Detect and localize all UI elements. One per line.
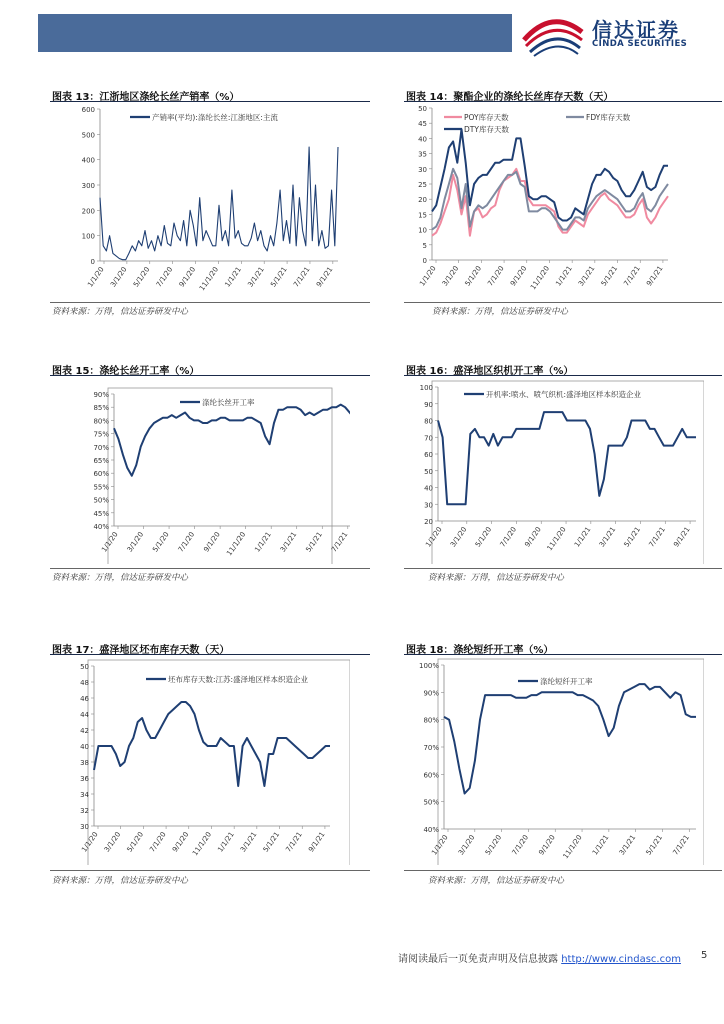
logo — [520, 10, 720, 58]
x-tick-label: 9/1/20 — [523, 525, 543, 549]
x-tick-label: 3/1/21 — [278, 530, 299, 554]
panel-title-14: 图表 14：聚酯企业的涤纶长丝库存天数（天） — [406, 92, 614, 103]
legend-label: 开机率:喷水、喷气织机:盛泽地区样本织造企业 — [486, 390, 642, 399]
footer-disclaimer — [398, 950, 681, 965]
x-tick-label: 7/1/21 — [622, 264, 642, 288]
source-13: 资料来源：万得，信达证券研发中心 — [52, 307, 189, 317]
y-tick-label: 100 — [419, 384, 433, 392]
y-tick-label: 44 — [80, 711, 89, 719]
page-number: 5 — [701, 950, 708, 961]
y-tick-label: 90% — [423, 689, 439, 698]
series-line — [438, 412, 696, 504]
x-tick-label: 1/1/20 — [86, 265, 106, 289]
y-tick-label: 48 — [80, 679, 89, 687]
y-tick-label: 10 — [418, 226, 427, 235]
y-tick-label: 600 — [81, 106, 95, 114]
source-16: 资料来源：万得，信达证券研发中心 — [428, 573, 565, 583]
y-tick-label: 60% — [423, 771, 439, 780]
series-line — [114, 405, 350, 476]
chart-18 — [404, 657, 704, 865]
title-rule — [404, 654, 722, 655]
legend-label: FDY库存天数 — [586, 113, 631, 122]
x-tick-label: 7/1/20 — [510, 833, 531, 857]
x-tick-label: 3/1/20 — [456, 833, 477, 857]
x-tick-label: 5/1/20 — [125, 830, 146, 854]
y-tick-label: 36 — [80, 775, 89, 783]
chart-frame — [88, 660, 350, 865]
source-14: 资料来源：万得，信达证券研发中心 — [432, 307, 569, 317]
x-tick-label: 1/1/21 — [223, 265, 243, 289]
x-tick-label: 7/1/20 — [154, 265, 175, 289]
y-tick-label: 80% — [93, 417, 109, 426]
y-tick-label: 50% — [423, 798, 439, 807]
y-tick-label: 40 — [80, 743, 89, 751]
y-tick-label: 200 — [81, 207, 95, 216]
x-tick-label: 1/1/20 — [424, 525, 444, 549]
chart-frame — [432, 381, 704, 564]
y-tick-label: 38 — [80, 759, 89, 767]
x-tick-label: 9/1/21 — [315, 265, 335, 289]
x-tick-label: 7/1/21 — [292, 265, 312, 289]
x-tick-label: 1/1/21 — [554, 264, 574, 288]
y-tick-label: 30 — [424, 501, 433, 510]
cinda-globe-icon — [520, 10, 586, 58]
x-tick-label: 9/1/21 — [645, 264, 665, 288]
x-tick-label: 9/1/20 — [508, 264, 529, 288]
y-tick-label: 70% — [93, 443, 109, 452]
x-tick-label: 5/1/21 — [644, 833, 665, 857]
y-tick-label: 0 — [90, 258, 95, 266]
x-tick-label: 1/1/20 — [80, 830, 100, 854]
chart-14 — [404, 103, 704, 299]
x-tick-label: 7/1/21 — [284, 830, 304, 854]
chart-13 — [50, 103, 350, 299]
y-tick-label: 500 — [81, 131, 95, 140]
footer-text: 请阅读最后一页免责声明及信息披露 — [398, 954, 558, 965]
chart-17 — [50, 657, 350, 865]
source-rule — [404, 302, 722, 303]
y-tick-label: 100% — [418, 662, 439, 670]
y-tick-label: 42 — [80, 727, 89, 735]
series-line — [100, 147, 338, 260]
x-tick-label: 11/1/20 — [545, 525, 568, 553]
x-tick-label: 5/1/21 — [269, 265, 289, 289]
x-tick-label: 7/1/20 — [176, 530, 197, 554]
y-tick-label: 85% — [93, 404, 109, 413]
x-tick-label: 7/1/21 — [329, 530, 350, 554]
y-tick-label: 40% — [93, 523, 109, 531]
y-tick-label: 45 — [418, 120, 427, 129]
y-tick-label: 34 — [80, 791, 89, 799]
source-rule — [50, 870, 370, 871]
x-tick-label: 11/1/20 — [561, 833, 584, 861]
y-tick-label: 20 — [418, 196, 427, 205]
legend-label: 涤纶短纤开工率 — [540, 677, 593, 686]
header-bar — [38, 14, 512, 52]
panel-title-15: 图表 15：涤纶长丝开工率（%） — [52, 366, 200, 377]
y-tick-label: 55% — [93, 483, 109, 492]
y-tick-label: 50 — [418, 105, 427, 113]
y-tick-label: 60 — [424, 451, 433, 459]
chart-16 — [404, 378, 704, 564]
panel-title-17: 图表 17：盛泽地区坯布库存天数（天） — [52, 645, 230, 656]
x-tick-label: 11/1/20 — [198, 265, 221, 293]
logo-cn: 信达证券 — [592, 18, 680, 42]
title-rule — [50, 654, 370, 655]
y-tick-label: 90 — [424, 400, 433, 409]
y-tick-label: 100 — [81, 232, 95, 241]
y-tick-label: 50% — [93, 496, 109, 505]
chart-15 — [50, 378, 350, 564]
x-tick-label: 7/1/20 — [148, 830, 168, 854]
x-tick-label: 3/1/21 — [246, 265, 266, 289]
x-tick-label: 3/1/21 — [597, 525, 618, 549]
source-17: 资料来源：万得，信达证券研发中心 — [52, 876, 189, 886]
source-rule — [50, 302, 370, 303]
source-rule — [50, 568, 370, 569]
y-tick-label: 32 — [80, 807, 89, 815]
y-tick-label: 30 — [80, 823, 89, 831]
x-tick-label: 9/1/21 — [672, 525, 692, 549]
y-tick-label: 15 — [418, 211, 427, 220]
y-tick-label: 80 — [424, 417, 433, 426]
y-tick-label: 65% — [93, 457, 109, 465]
legend-label: 产销率(平均):涤纶长丝:江浙地区:主流 — [152, 113, 278, 122]
legend-label: 坯布库存天数:江苏:盛泽地区样本织造企业 — [168, 675, 309, 684]
y-tick-label: 25 — [418, 181, 427, 189]
y-tick-label: 300 — [81, 182, 95, 190]
x-tick-label: 3/1/20 — [125, 530, 146, 554]
y-tick-label: 46 — [80, 695, 89, 703]
x-tick-label: 1/1/21 — [216, 830, 236, 854]
logo-en: CINDA SECURITIES — [592, 39, 688, 49]
x-tick-label: 1/1/21 — [591, 833, 611, 857]
source-15: 资料来源：万得，信达证券研发中心 — [52, 573, 189, 583]
x-tick-label: 1/1/21 — [573, 525, 593, 549]
x-tick-label: 9/1/20 — [202, 530, 222, 554]
x-tick-label: 5/1/20 — [151, 530, 171, 554]
source-rule — [404, 870, 722, 871]
x-tick-label: 3/1/20 — [102, 830, 123, 854]
x-tick-label: 1/1/20 — [418, 264, 438, 288]
x-tick-label: 5/1/21 — [622, 525, 643, 549]
x-tick-label: 11/1/20 — [225, 530, 248, 558]
y-tick-label: 400 — [81, 156, 95, 165]
y-tick-label: 70% — [423, 744, 439, 752]
x-tick-label: 3/1/21 — [239, 830, 259, 854]
y-tick-label: 50 — [80, 663, 89, 671]
x-tick-label: 7/1/21 — [671, 833, 691, 857]
y-tick-label: 50 — [424, 467, 433, 476]
x-tick-label: 5/1/21 — [261, 830, 282, 854]
x-tick-label: 1/1/20 — [100, 530, 120, 554]
x-tick-label: 1/1/21 — [253, 530, 273, 554]
y-tick-label: 30 — [418, 165, 427, 174]
x-tick-label: 5/1/20 — [463, 264, 484, 288]
legend-label: 涤纶长丝开工率 — [202, 398, 255, 407]
y-tick-label: 40 — [418, 135, 427, 144]
x-tick-label: 5/1/21 — [599, 264, 620, 288]
panel-title-16: 图表 16：盛泽地区织机开工率（%） — [406, 366, 574, 377]
x-tick-label: 5/1/20 — [131, 265, 152, 289]
y-tick-label: 20 — [424, 518, 433, 526]
y-tick-label: 70 — [424, 434, 433, 443]
x-tick-label: 9/1/20 — [177, 265, 198, 289]
title-rule — [50, 375, 370, 376]
x-tick-label: 7/1/20 — [486, 264, 506, 288]
x-tick-label: 7/1/20 — [498, 525, 519, 549]
y-tick-label: 45% — [93, 509, 109, 518]
y-tick-label: 0 — [422, 257, 427, 265]
y-tick-label: 90% — [93, 391, 109, 399]
x-tick-label: 9/1/20 — [170, 830, 191, 854]
x-tick-label: 9/1/20 — [537, 833, 557, 857]
x-tick-label: 7/1/21 — [647, 525, 667, 549]
x-tick-label: 3/1/20 — [109, 265, 129, 289]
x-tick-label: 11/1/20 — [529, 264, 552, 292]
y-tick-label: 40 — [424, 484, 433, 493]
title-rule — [404, 375, 722, 376]
x-tick-label: 5/1/20 — [483, 833, 504, 857]
x-tick-label: 5/1/21 — [304, 530, 324, 554]
x-tick-label: 5/1/20 — [473, 525, 494, 549]
x-tick-label: 11/1/20 — [191, 830, 214, 858]
legend-label: DTY库存天数 — [464, 125, 509, 134]
y-tick-label: 40% — [423, 826, 439, 834]
source-rule — [404, 568, 722, 569]
y-tick-label: 35 — [418, 150, 427, 159]
x-tick-label: 1/1/20 — [430, 833, 450, 857]
x-tick-label: 9/1/21 — [307, 830, 327, 854]
panel-title-18: 图表 18：涤纶短纤开工率（%） — [406, 645, 554, 656]
legend-label: POY库存天数 — [464, 113, 509, 122]
y-tick-label: 75% — [93, 430, 109, 439]
x-tick-label: 3/1/21 — [617, 833, 638, 857]
y-tick-label: 60% — [93, 470, 109, 479]
x-tick-label: 3/1/21 — [577, 264, 597, 288]
title-rule — [404, 101, 722, 102]
x-tick-label: 3/1/20 — [448, 525, 469, 549]
source-18: 资料来源：万得，信达证券研发中心 — [428, 876, 565, 886]
series-line — [444, 684, 696, 793]
y-tick-label: 5 — [422, 241, 427, 250]
footer-link[interactable]: http://www.cindasc.com — [561, 954, 681, 965]
title-rule — [50, 101, 370, 102]
x-tick-label: 3/1/20 — [440, 264, 461, 288]
y-tick-label: 80% — [423, 716, 439, 725]
series-line — [94, 702, 330, 786]
panel-title-13: 图表 13：江浙地区涤纶长丝产销率（%） — [52, 92, 240, 103]
